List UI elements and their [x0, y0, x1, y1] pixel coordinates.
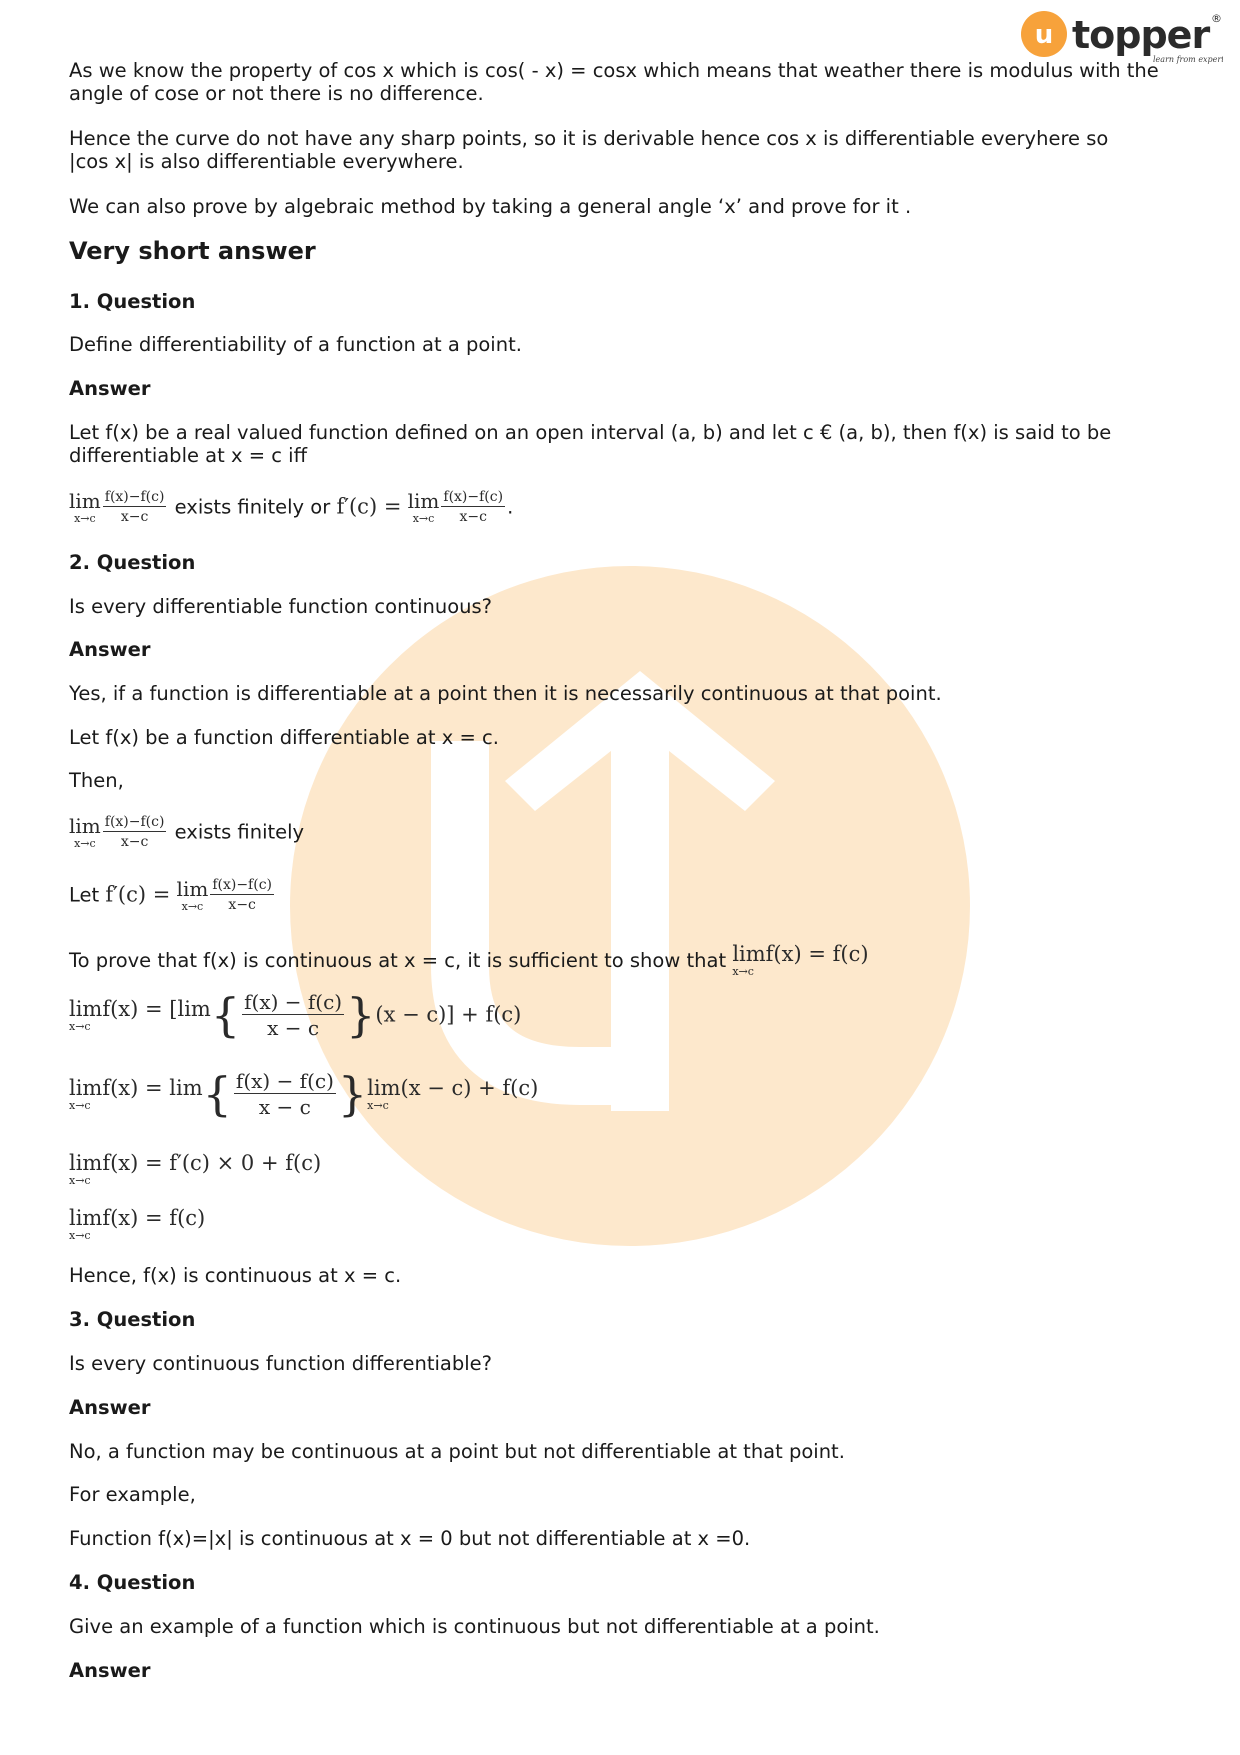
q2-answer-label: Answer: [69, 638, 151, 661]
intro-paragraph-1: As we know the property of cos x which is cos( - x) = cosx which means that weather there is modulus with the angle of cose or not there is no difference.: [69, 59, 1159, 105]
q1-answer-line1: Let f(x) be a real valued function defined on an open interval (a, b) and let c € (a, b), then f(x) is said to be: [69, 421, 1112, 444]
intro-paragraph-2: [69, 127, 1179, 173]
big-fraction: $\frac{f(x) - f(c)}{x - c}$: [244, 990, 343, 1040]
difference-quotient: $\frac{f(x)-f(c)}{x-c}$: [212, 877, 272, 913]
equation-2: limf(x) = lim x→c { $\frac{f(x) - f(c)}{x - c}$ } lim(x − c) + f(c) x→c: [69, 1067, 539, 1121]
q2-prove-line: [69, 944, 1179, 977]
logo-letter: u: [1034, 20, 1054, 50]
q2-answer-line2: Let f(x) be a function differentiable at x = c.: [69, 726, 499, 749]
q2-question: Is every differentiable function continuous?: [69, 595, 493, 618]
difference-quotient: $\frac{f(x)-f(c)}{x-c}$: [104, 814, 165, 850]
limit-operator: lim x→c: [407, 488, 440, 525]
q3-title: 3. Question: [69, 1308, 196, 1331]
q3-answer-line2: For example,: [69, 1483, 196, 1506]
q1-math-mid-text: exists finitely or: [174, 495, 331, 519]
difference-quotient: $\frac{f(x)-f(c)}{x-c}$: [104, 489, 165, 525]
difference-quotient: $\frac{f(x)-f(c)}{x-c}$: [443, 489, 504, 525]
q2-let-line: [69, 878, 1179, 912]
equation-3: limf(x) = f′(c) × 0 + f(c) x→c: [69, 1151, 322, 1187]
q4-question: Give an example of a function which is continuous but not differentiable at a point.: [69, 1615, 880, 1638]
q3-answer-label: Answer: [69, 1396, 151, 1419]
para2-line2: |cos x| is also differentiable everywhere.: [69, 150, 464, 173]
section-title: Very short answer: [69, 237, 316, 265]
q2-title: 2. Question: [69, 551, 196, 574]
logo-tagline: learn from experts: [1153, 55, 1223, 64]
prove-text: To prove that f(x) is continuous at x = c, it is sufficient to show that: [69, 948, 727, 972]
q3-answer-line1: No, a function may be continuous at a point but not differentiable at that point.: [69, 1440, 845, 1463]
equation-1: limf(x) = [lim x→c { $\frac{f(x) - f(c)}{x - c}$ }(x − c)] + f(c): [69, 988, 522, 1042]
q1-question: Define differentiability of a function at a point.: [69, 333, 522, 356]
limit-operator: lim x→c: [69, 488, 101, 525]
q2-exists-line: [69, 815, 1179, 849]
exists-finitely-text: exists finitely: [174, 820, 305, 844]
q3-answer-line3: Function f(x)=|x| is continuous at x = 0 but not differentiable at x =0.: [69, 1527, 751, 1550]
equation-4: limf(x) = f(c) x→c: [69, 1206, 206, 1242]
f-prime-c: f′(c) =: [336, 494, 402, 519]
q4-answer-label: Answer: [69, 1659, 151, 1682]
para2-line1: Hence the curve do not have any sharp points, so it is derivable hence cos x is differentiable everyhere so: [69, 127, 1109, 150]
limit-operator: lim x→c: [69, 813, 101, 850]
q4-title: 4. Question: [69, 1571, 196, 1594]
q1-answer-label: Answer: [69, 377, 151, 400]
limit-operator: lim x→c: [176, 876, 209, 913]
utopper-logo-icon: [1018, 8, 1223, 68]
q1-answer-text: [69, 421, 1179, 467]
q3-question: Is every continuous function differentiable?: [69, 1352, 493, 1375]
let-text: Let: [69, 883, 100, 907]
limit-equation: limf(x) = f(c) x→c: [732, 942, 869, 978]
q1-title: 1. Question: [69, 290, 196, 313]
registered-mark: ®: [1211, 12, 1222, 25]
q2-answer-line1: Yes, if a function is differentiable at a point then it is necessarily continuous at that point.: [69, 682, 942, 705]
period: .: [507, 495, 514, 519]
q2-conclusion: Hence, f(x) is continuous at x = c.: [69, 1264, 402, 1287]
logo-text: topper: [1072, 13, 1210, 57]
q1-answer-line2: differentiable at x = c iff: [69, 444, 308, 467]
big-fraction: $\frac{f(x) - f(c)}{x - c}$: [235, 1069, 334, 1119]
q2-answer-line3: Then,: [69, 769, 124, 792]
intro-paragraph-3: We can also prove by algebraic method by taking a general angle ‘x’ and prove for it .: [69, 195, 912, 218]
q1-math-line: [69, 490, 1179, 524]
f-prime-c: f′(c) =: [105, 882, 171, 907]
brand-logo: [1018, 8, 1223, 68]
